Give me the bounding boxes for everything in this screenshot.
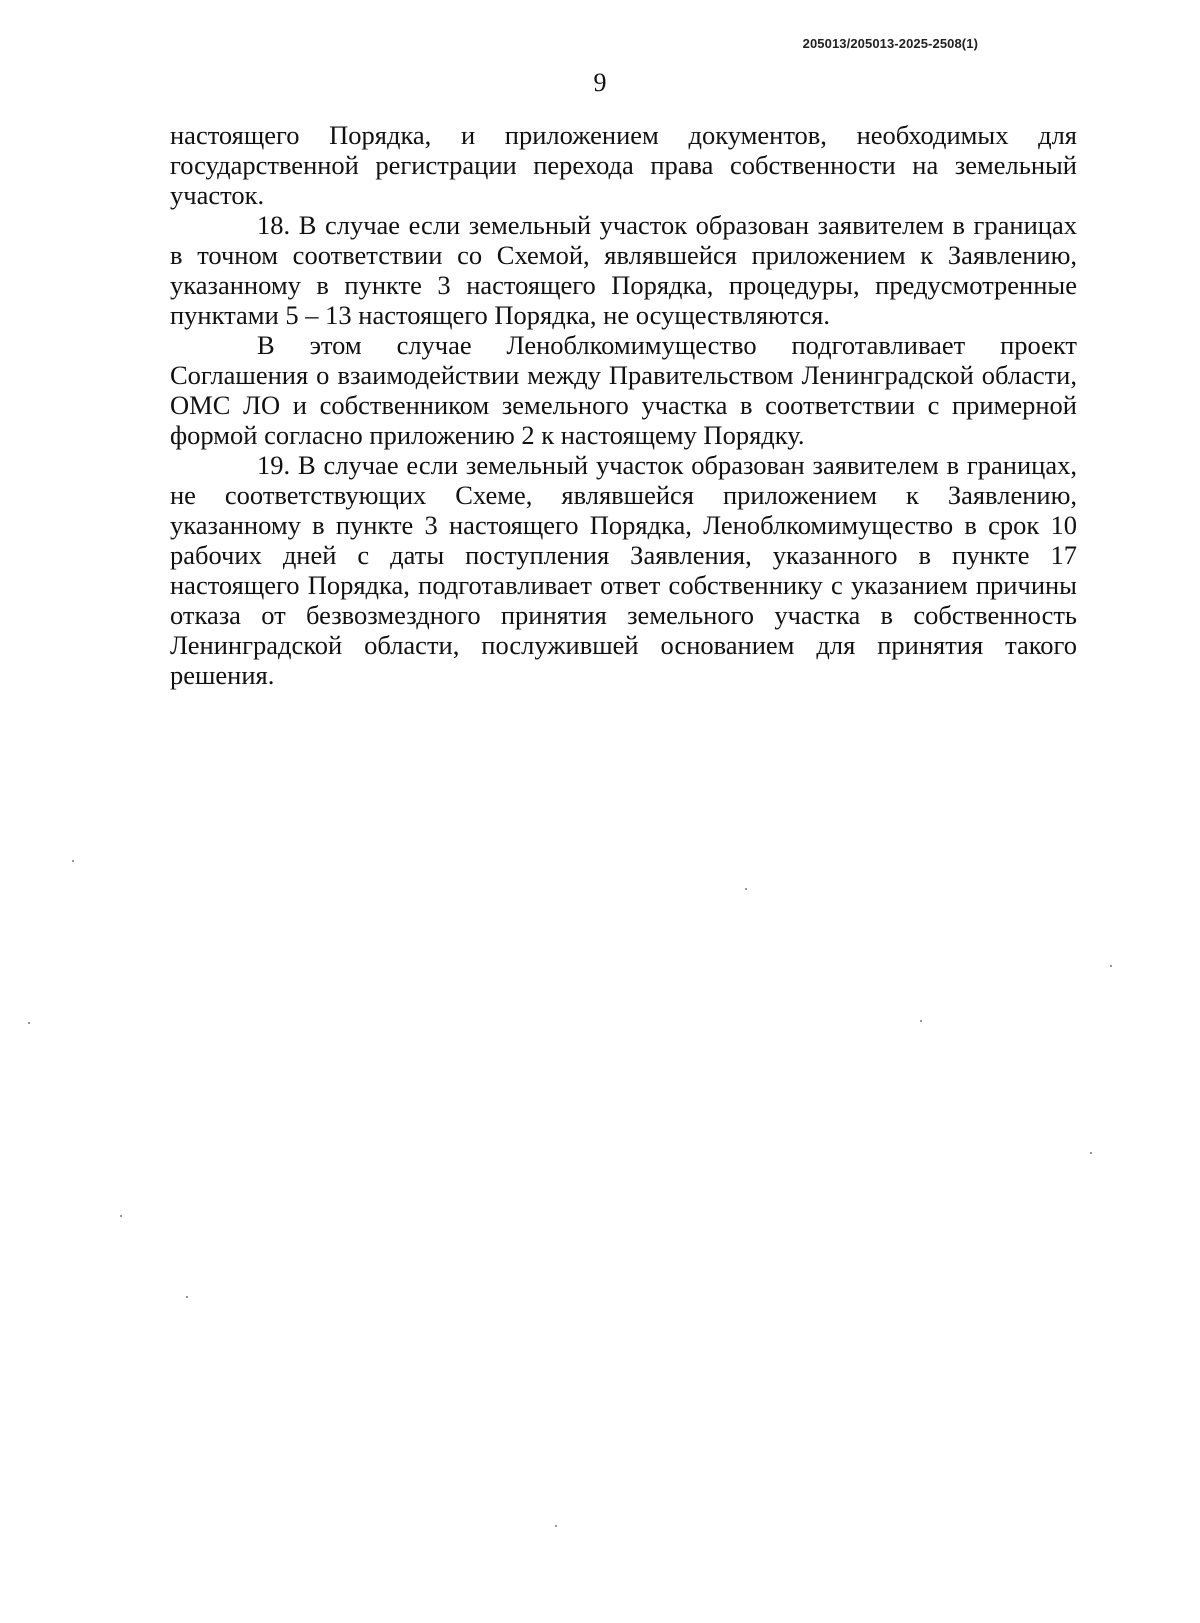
scan-speck <box>1110 965 1112 967</box>
scan-speck <box>120 1215 122 1217</box>
paragraph-19: 19. В случае если земельный участок образован заявителем в границах, не соответствующих Схеме, являвшейся приложением к Заявлению, указанному в пункте 3 настоящего Порядка, Леноблкомимущество в срок 10 рабочих дней с даты поступления Заявления, указанного в пункте 17 настоящего Порядка, подготавливает ответ собственнику с указанием причины отказа от безвозмездного принятия земельного участка в собственность Ленинградской области, послужившей основанием для принятия такого решения. <box>170 450 1077 690</box>
scan-speck <box>1090 1152 1092 1154</box>
scan-speck <box>920 1020 922 1022</box>
scan-speck <box>28 1022 30 1024</box>
scan-speck <box>745 888 747 890</box>
paragraph-18: 18. В случае если земельный участок образован заявителем в границах в точном соответствии со Схемой, являвшейся приложением к Заявлению, указанному в пункте 3 настоящего Порядка, процедуры, предусмотренные пунктами 5 – 13 настоящего Порядка, не осуществляются. <box>170 210 1077 330</box>
document-body <box>170 120 1077 690</box>
scan-speck <box>186 1296 188 1298</box>
scan-speck <box>72 860 74 862</box>
paragraph-continuation: настоящего Порядка, и приложением документов, необходимых для государственной регистрации перехода права собственности на земельный участок. <box>170 120 1077 210</box>
document-id: 205013/205013-2025-2508(1) <box>802 36 978 51</box>
page-number: 9 <box>593 68 607 97</box>
paragraph-18-continuation: В этом случае Леноблкомимущество подготавливает проект Соглашения о взаимодействии между Правительством Ленинградской области, ОМС ЛО и собственником земельного участка в соответствии с примерной формой согласно приложению 2 к настоящему Порядку. <box>170 330 1077 450</box>
scan-speck <box>555 1525 557 1527</box>
